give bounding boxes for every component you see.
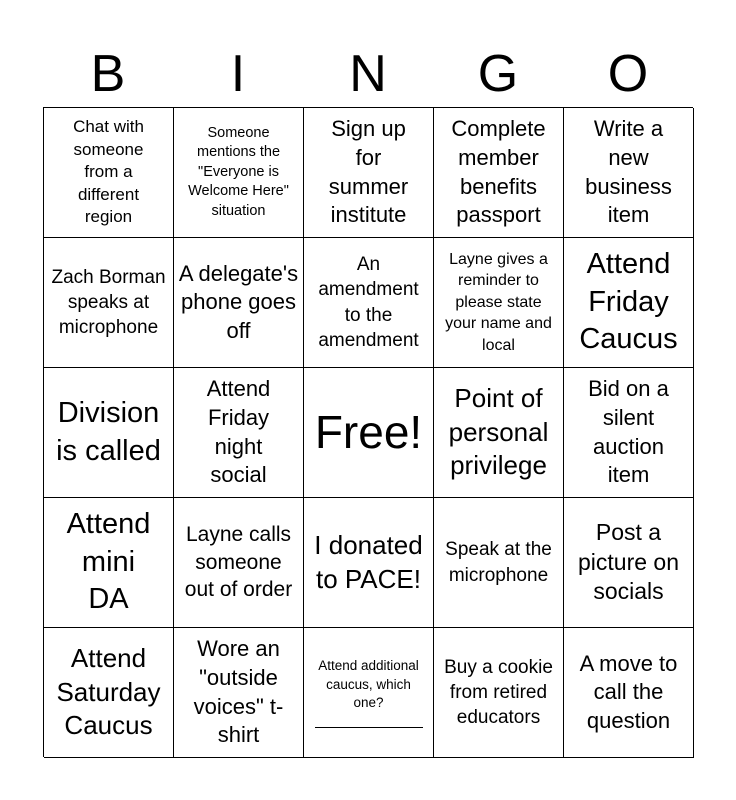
bingo-square-o4[interactable] [564, 498, 694, 628]
bingo-square-i1[interactable] [174, 108, 304, 238]
bingo-square-n4[interactable] [304, 498, 434, 628]
square-content [313, 657, 425, 729]
square-text: I donated to PACE! [314, 529, 423, 594]
square-text: Layne calls someone out of order [184, 522, 293, 602]
bingo-square-b2[interactable] [44, 238, 174, 368]
square-text: Attend mini DA [66, 507, 151, 616]
bingo-header [43, 40, 693, 108]
bingo-square-o1[interactable] [564, 108, 694, 238]
bingo-square-i2[interactable] [174, 238, 304, 368]
bingo-square-g5[interactable] [434, 628, 564, 758]
bingo-square-n5[interactable] [304, 628, 434, 758]
square-text: Post a picture on socials [577, 518, 679, 605]
bingo-square-o3[interactable] [564, 368, 694, 498]
bingo-square-n1[interactable] [304, 108, 434, 238]
header-letter-g: G [477, 45, 519, 103]
bingo-square-i4[interactable] [174, 498, 304, 628]
bingo-square-o5[interactable] [564, 628, 694, 758]
square-text: Chat with someone from a different region [73, 116, 144, 227]
square-text: Attend additional caucus, which one? [318, 657, 419, 711]
bingo-square-g4[interactable] [434, 498, 564, 628]
bingo-square-i5[interactable] [174, 628, 304, 758]
square-text: A move to call the question [579, 650, 678, 733]
square-text: Sign up for summer institute [328, 116, 409, 228]
square-text: An amendment to the amendment [318, 254, 419, 351]
square-text: Bid on a silent auction item [588, 376, 669, 488]
bingo-square-b4[interactable] [44, 498, 174, 628]
bingo-square-b3[interactable] [44, 368, 174, 498]
square-text: Layne gives a reminder to please state your name and local [445, 250, 552, 354]
bingo-square-g2[interactable] [434, 238, 564, 368]
square-text: Speak at the microphone [445, 539, 552, 586]
bingo-square-b1[interactable] [44, 108, 174, 238]
square-text: Write a new business item [585, 116, 672, 228]
bingo-square-n2[interactable] [304, 238, 434, 368]
bingo-square-n3-free[interactable] [304, 368, 434, 498]
bingo-square-o2[interactable] [564, 238, 694, 368]
square-text: Division is called [56, 396, 161, 467]
square-text: Complete member benefits passport [451, 116, 546, 228]
header-letter-i: I [230, 45, 246, 103]
square-text: Buy a cookie from retired educators [444, 656, 553, 729]
bingo-square-g1[interactable] [434, 108, 564, 238]
square-text: Attend Friday night social [206, 376, 271, 488]
square-text: Someone mentions the "Everyone is Welcome Here" situation [188, 124, 289, 219]
free-space-text: Free! [314, 405, 423, 458]
square-text: Point of personal privilege [448, 382, 549, 481]
header-letter-b: B [90, 45, 126, 103]
bingo-square-g3[interactable] [434, 368, 564, 498]
header-letter-n: N [349, 45, 387, 103]
square-text: Attend Saturday Caucus [56, 642, 161, 741]
bingo-square-b5[interactable] [44, 628, 174, 758]
bingo-square-i3[interactable] [174, 368, 304, 498]
square-text: Zach Borman speaks at microphone [51, 266, 166, 339]
square-text: A delegate's phone goes off [178, 260, 299, 343]
square-text: Attend Friday Caucus [579, 247, 678, 356]
write-in-line [315, 727, 423, 728]
header-letter-o: O [607, 45, 649, 103]
square-text: Wore an "outside voices" t-shirt [193, 636, 284, 748]
bingo-card [43, 107, 693, 757]
